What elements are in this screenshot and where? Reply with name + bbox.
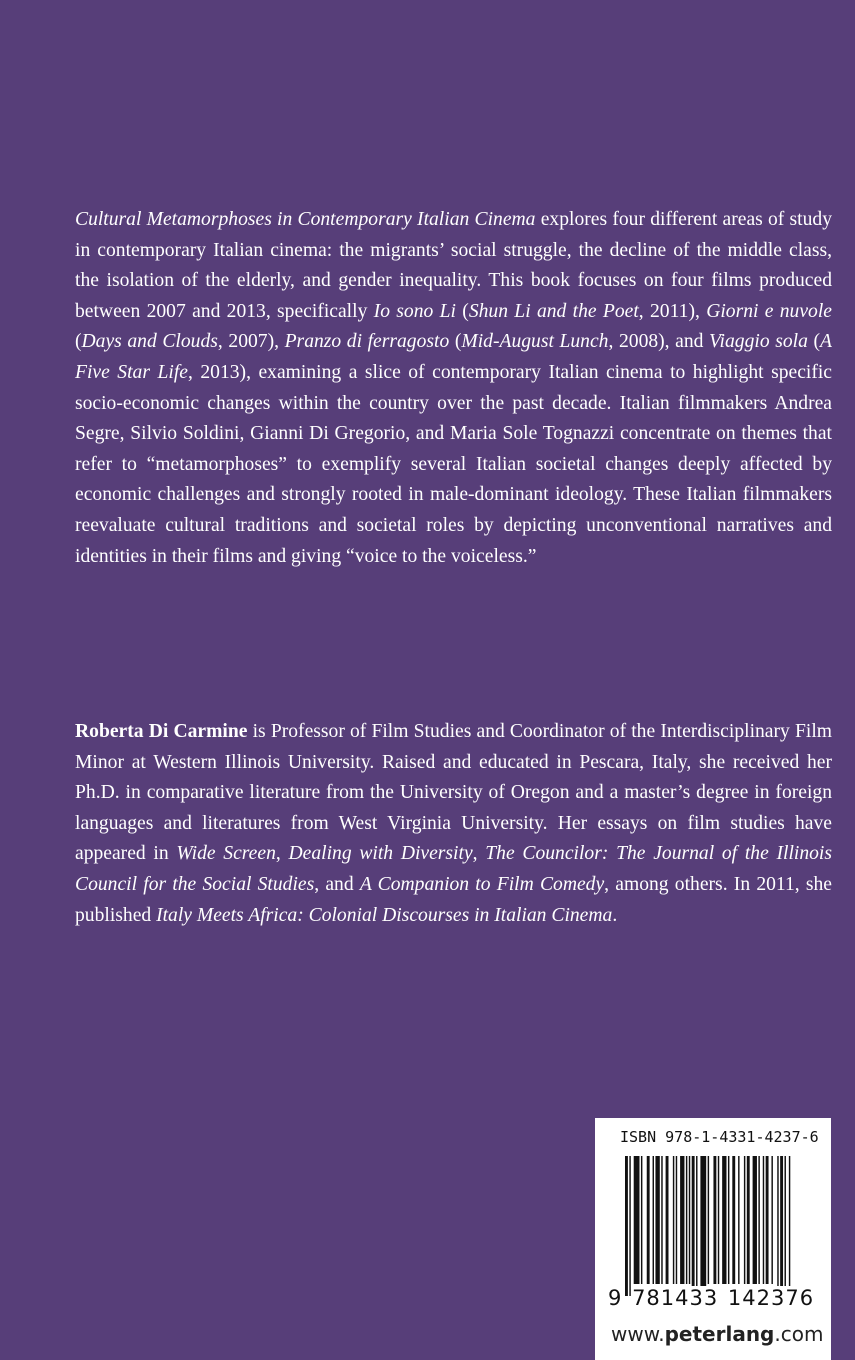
text-segment: . [612, 904, 618, 926]
barcode-bar [718, 1156, 719, 1284]
isbn-barcode-box [595, 1118, 831, 1360]
barcode-bar [629, 1156, 630, 1296]
barcode-bar [647, 1156, 650, 1284]
text-segment: , [472, 843, 486, 865]
author-name: Roberta Di Carmine [75, 721, 248, 742]
barcode-bar [696, 1156, 697, 1296]
italic-title: Pranzo di ferragosto [284, 331, 450, 353]
barcode-bar [738, 1156, 739, 1284]
barcode-bar [713, 1156, 716, 1284]
barcode-bar [708, 1156, 709, 1284]
barcode-bar [744, 1156, 745, 1284]
url-suffix: .com [774, 1322, 824, 1346]
book-description [75, 205, 832, 572]
barcode-bar [771, 1156, 772, 1284]
publisher-url[interactable] [611, 1322, 823, 1346]
italic-title: The Councilor: The Journal of the Illinois Council for the Social Studies [75, 843, 833, 895]
text-segment: , and [314, 873, 360, 895]
barcode-bar [653, 1156, 654, 1284]
italic-title: Cultural Metamorphoses in Contemporary Italian Cinema [75, 209, 536, 230]
barcode-digit-first: 9 [608, 1286, 623, 1310]
text-segment: ( [455, 300, 469, 322]
barcode-digits-right: 142376 [727, 1286, 815, 1310]
url-prefix: www. [611, 1322, 665, 1346]
text-segment: , among others. In 2011, she published [75, 873, 832, 926]
italic-title: A Five Star Life [75, 331, 832, 383]
barcode-bar [789, 1156, 790, 1296]
barcode-bar [728, 1156, 729, 1284]
barcode-bar [661, 1156, 662, 1284]
barcode-digits [607, 1286, 815, 1310]
text-segment: ( [75, 331, 82, 353]
barcode-bar [785, 1156, 786, 1296]
barcode-bar [655, 1156, 659, 1284]
text-segment: , [275, 843, 289, 865]
text-segment: explores four different areas of study in contemporary Italian cinema: the migrants’ social struggle, the decline of the middle class, the isolation of the elderly, and gender inequality. This book focuses on four films produced between 2007 and 2013, specifically [75, 209, 833, 322]
italic-title: Viaggio sola [709, 331, 808, 353]
barcode-bar [763, 1156, 764, 1284]
author-bio [75, 717, 832, 931]
text-segment: , 2007), [217, 331, 285, 353]
barcode-bar [680, 1156, 684, 1284]
italic-title: Io sono Li [373, 300, 456, 322]
barcode-bar [625, 1156, 628, 1296]
url-brand: peterlang [664, 1322, 775, 1346]
barcode-bar [673, 1156, 674, 1284]
text-segment: ( [449, 331, 462, 353]
barcode-bar [777, 1156, 778, 1296]
italic-title: Dealing with Diversity [288, 843, 473, 865]
barcode-bar [666, 1156, 669, 1284]
text-segment: is Professor of Film Studies and Coordinator of the Interdisciplinary Film Minor at Western Illinois University. Raised and educated in Pescara, Italy, she received her Ph.D. in comparative literature from the University of Oregon and a master’s degree in foreign languages and literatures from West Virginia University. Her essays on film studies have appeared in [75, 721, 832, 865]
italic-title: Giorni e nuvole [706, 300, 832, 322]
barcode-digits-left: 781433 [632, 1286, 719, 1310]
barcode-bar [676, 1156, 677, 1284]
italic-title: A Companion to Film Comedy [359, 873, 605, 895]
barcode-bar [634, 1156, 640, 1284]
text-segment: ( [807, 331, 821, 353]
barcode-bar [766, 1156, 769, 1284]
barcode-bar [700, 1156, 706, 1296]
text-segment: , 2011), [638, 300, 707, 322]
barcode-bar [758, 1156, 759, 1284]
isbn-label: ISBN 978-1-4331-4237-6 [620, 1128, 819, 1146]
text-segment: , 2013), examining a slice of contemporary Italian cinema to highlight specific socio-economic changes within the country over the past decade. Italian filmmakers Andrea Segre, Silvio Soldini, Gianni Di Gregorio, and Maria Sole Tognazzi concentrate on themes that refer to “metamorphoses” to exemplify several Italian societal changes deeply affected by economic challenges and strongly rooted in male-dominant ideology. These Italian filmmakers reevaluate cultural traditions and societal roles by depicting unconventional narratives and identities in their films and giving “voice to the voiceless.” [75, 361, 832, 567]
italic-title: Italy Meets Africa: Colonial Discourses in Italian Cinema [156, 904, 613, 926]
italic-title: Days and Clouds [81, 331, 218, 353]
barcode-bar [692, 1156, 695, 1296]
barcode-bar [780, 1156, 783, 1296]
barcode-bar [747, 1156, 750, 1284]
barcode-bar [689, 1156, 690, 1284]
barcode-bar [732, 1156, 735, 1284]
italic-title: Mid-August Lunch [461, 331, 609, 353]
barcode-bars [625, 1156, 819, 1304]
barcode-bar [722, 1156, 726, 1284]
barcode-bar [641, 1156, 642, 1284]
barcode-bar [753, 1156, 757, 1284]
text-segment: , 2008), and [608, 331, 710, 353]
italic-title: Wide Screen [176, 843, 276, 865]
italic-title: Shun Li and the Poet [468, 300, 639, 322]
barcode-bar [686, 1156, 687, 1284]
